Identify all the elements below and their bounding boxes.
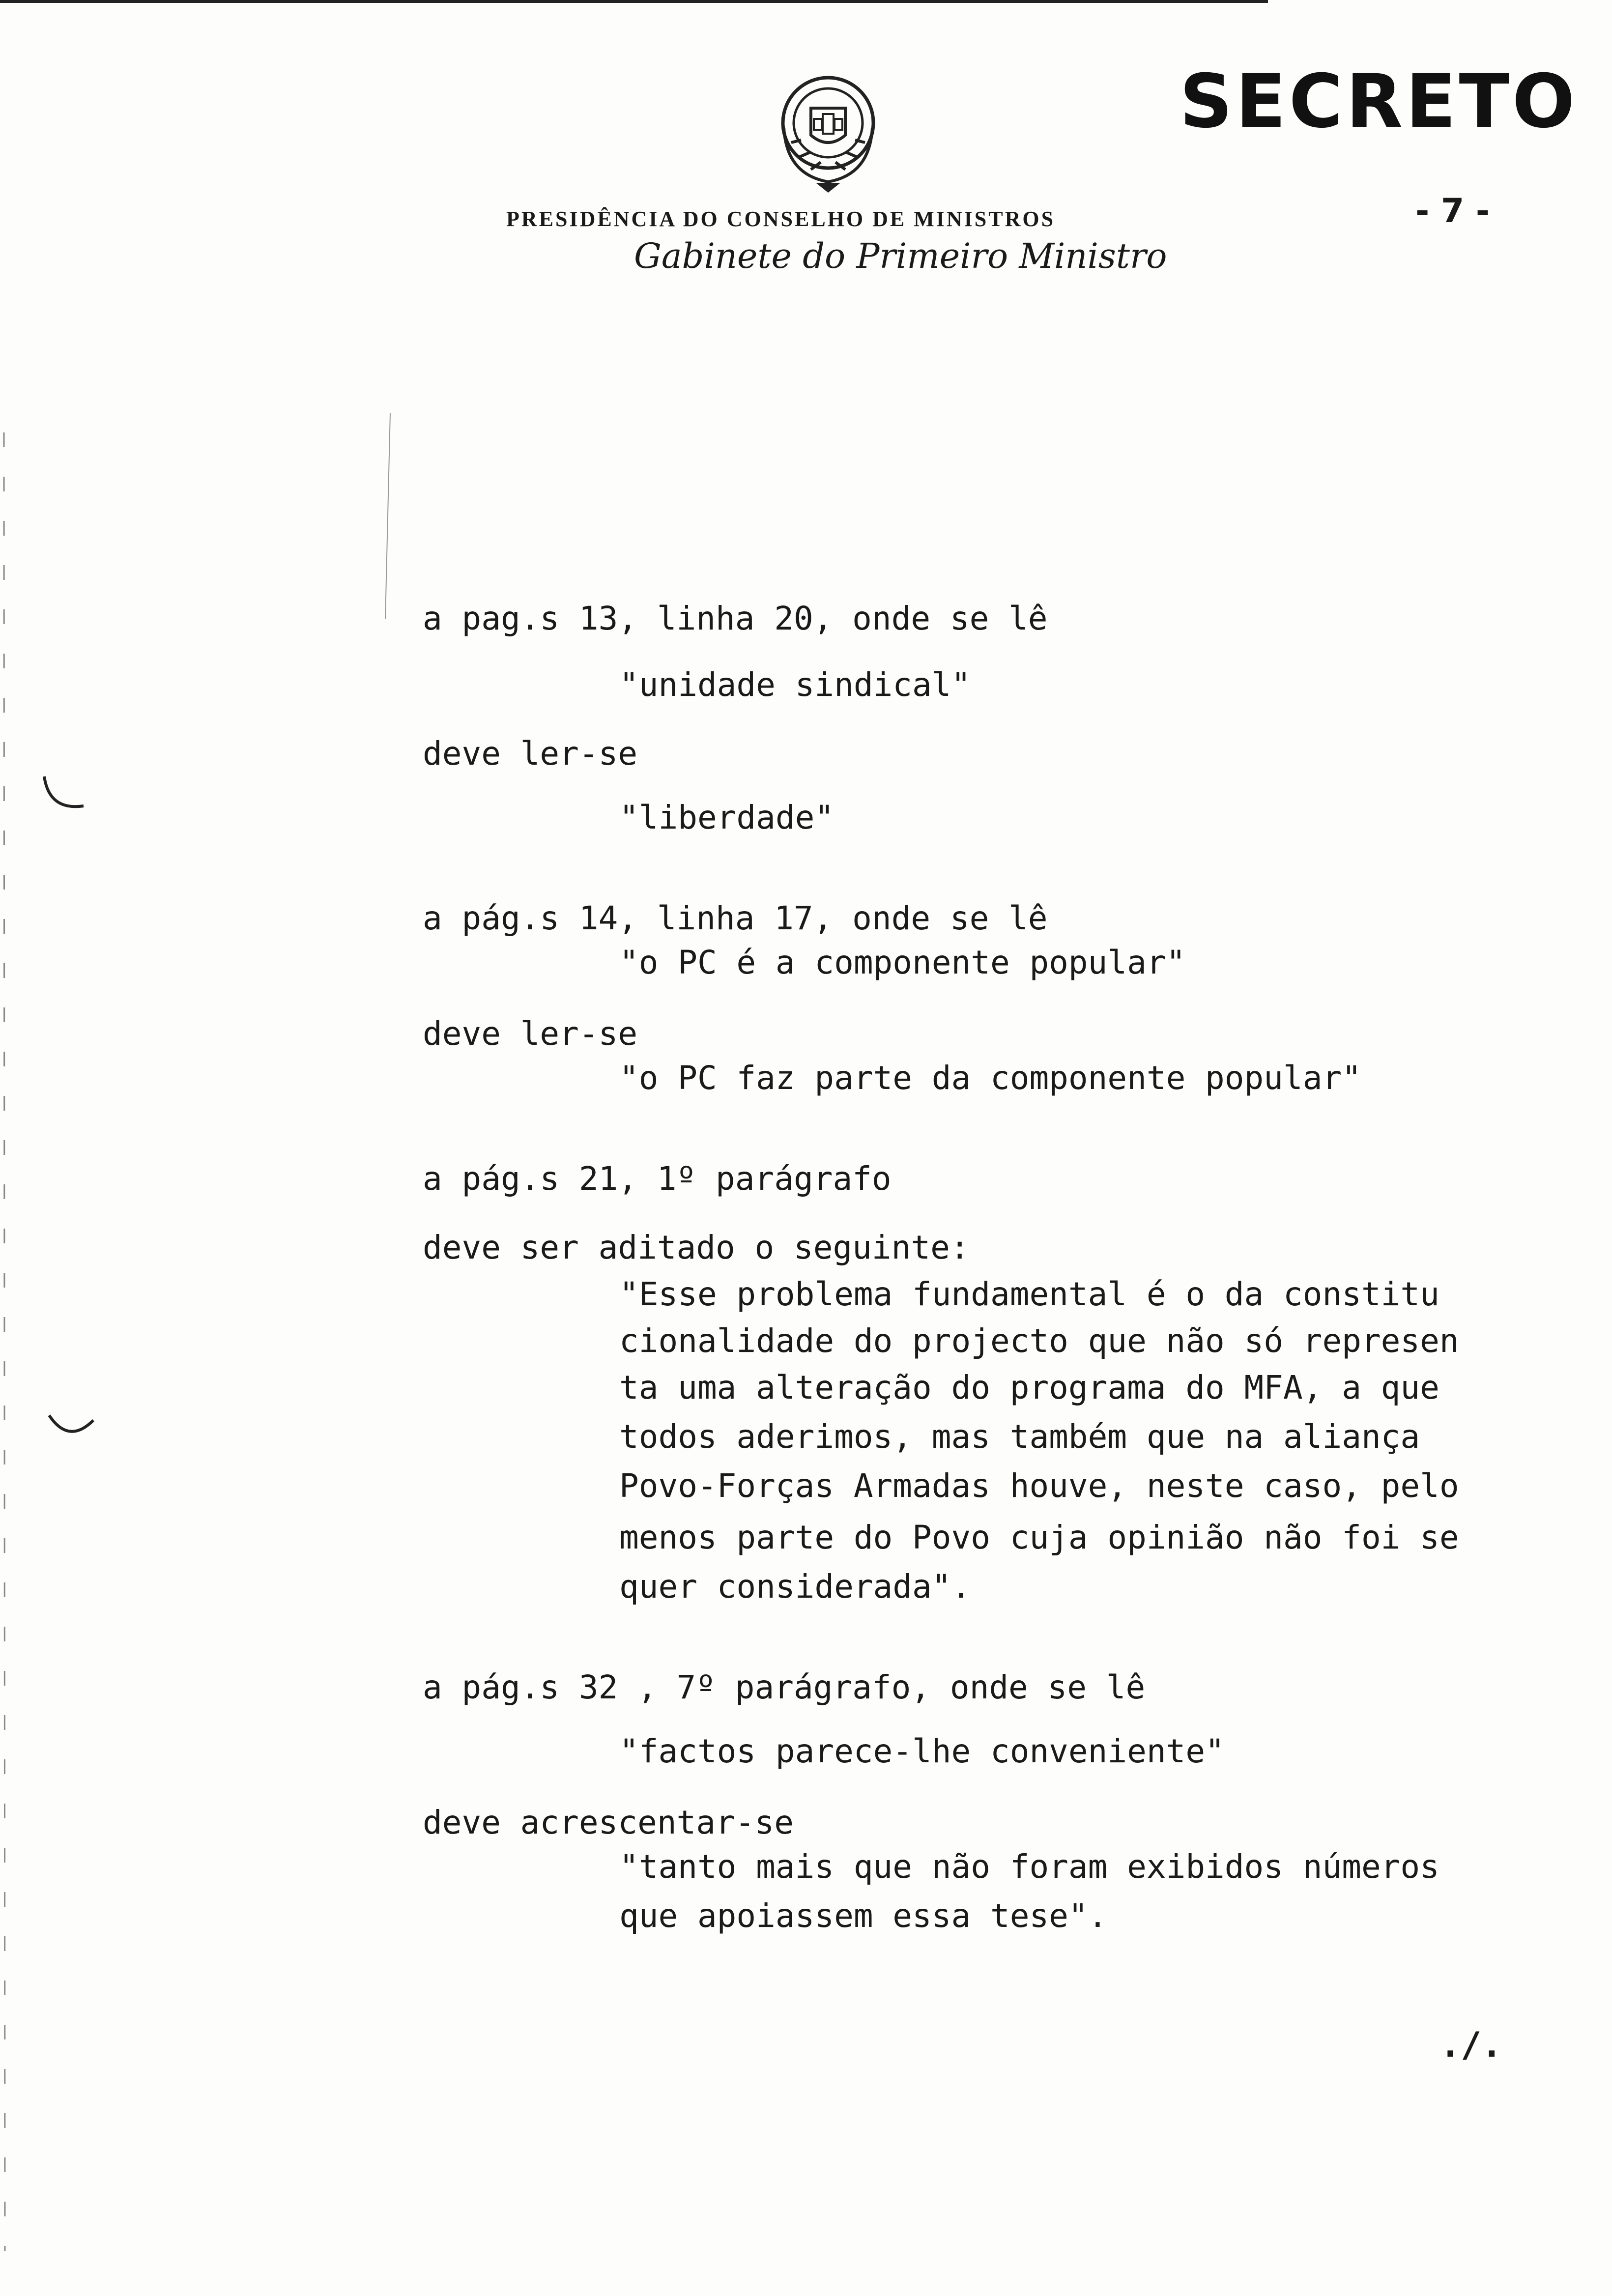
body-line: todos aderimos, mas também que na aliança bbox=[619, 1418, 1420, 1456]
coat-of-arms-icon bbox=[772, 69, 885, 197]
hole-punch-mark-icon bbox=[29, 767, 98, 826]
top-rule bbox=[0, 0, 1268, 3]
continuation-mark: ./. bbox=[1440, 2025, 1502, 2065]
body-line: "o PC é a componente popular" bbox=[619, 944, 1186, 981]
body-line: "Esse problema fundamental é o da constitu bbox=[619, 1275, 1439, 1313]
body-line: "factos parece-lhe conveniente" bbox=[619, 1732, 1225, 1770]
page-number: - 7 - bbox=[1415, 192, 1490, 230]
body-line: "liberdade" bbox=[619, 799, 835, 836]
classification-stamp: SECRETO bbox=[1180, 59, 1578, 144]
body-line: Povo-Forças Armadas houve, neste caso, pelo bbox=[619, 1467, 1459, 1505]
body-line: a pág.s 21, 1º parágrafo bbox=[423, 1160, 892, 1198]
margin-stroke-mark bbox=[383, 413, 393, 619]
body-line: ta uma alteração do programa do MFA, a que bbox=[619, 1369, 1439, 1406]
body-line: que apoiassem essa tese". bbox=[619, 1897, 1108, 1935]
body-line: a pag.s 13, linha 20, onde se lê bbox=[423, 600, 1048, 637]
body-line: "unidade sindical" bbox=[619, 666, 971, 704]
body-line: cionalidade do projecto que não só represen bbox=[619, 1322, 1459, 1360]
body-line: "tanto mais que não foram exibidos números bbox=[619, 1848, 1439, 1886]
body-line: menos parte do Povo cuja opinião não foi se bbox=[619, 1519, 1459, 1556]
body-line: deve acrescentar-se bbox=[423, 1804, 794, 1841]
cabinet-name: Gabinete do Primeiro Ministro bbox=[634, 236, 1167, 276]
institution-name: PRESIDÊNCIA DO CONSELHO DE MINISTROS bbox=[506, 207, 1056, 231]
body-line: deve ler-se bbox=[423, 735, 638, 773]
page-edge-mark bbox=[0, 432, 10, 2251]
hole-punch-mark-icon bbox=[39, 1401, 108, 1460]
body-line: deve ser aditado o seguinte: bbox=[423, 1229, 970, 1266]
body-line: deve ler-se bbox=[423, 1015, 638, 1053]
body-line: a pág.s 32 , 7º parágrafo, onde se lê bbox=[423, 1668, 1146, 1706]
body-line: quer considerada". bbox=[619, 1568, 971, 1606]
body-line: a pág.s 14, linha 17, onde se lê bbox=[423, 899, 1048, 937]
body-line: "o PC faz parte da componente popular" bbox=[619, 1059, 1361, 1097]
